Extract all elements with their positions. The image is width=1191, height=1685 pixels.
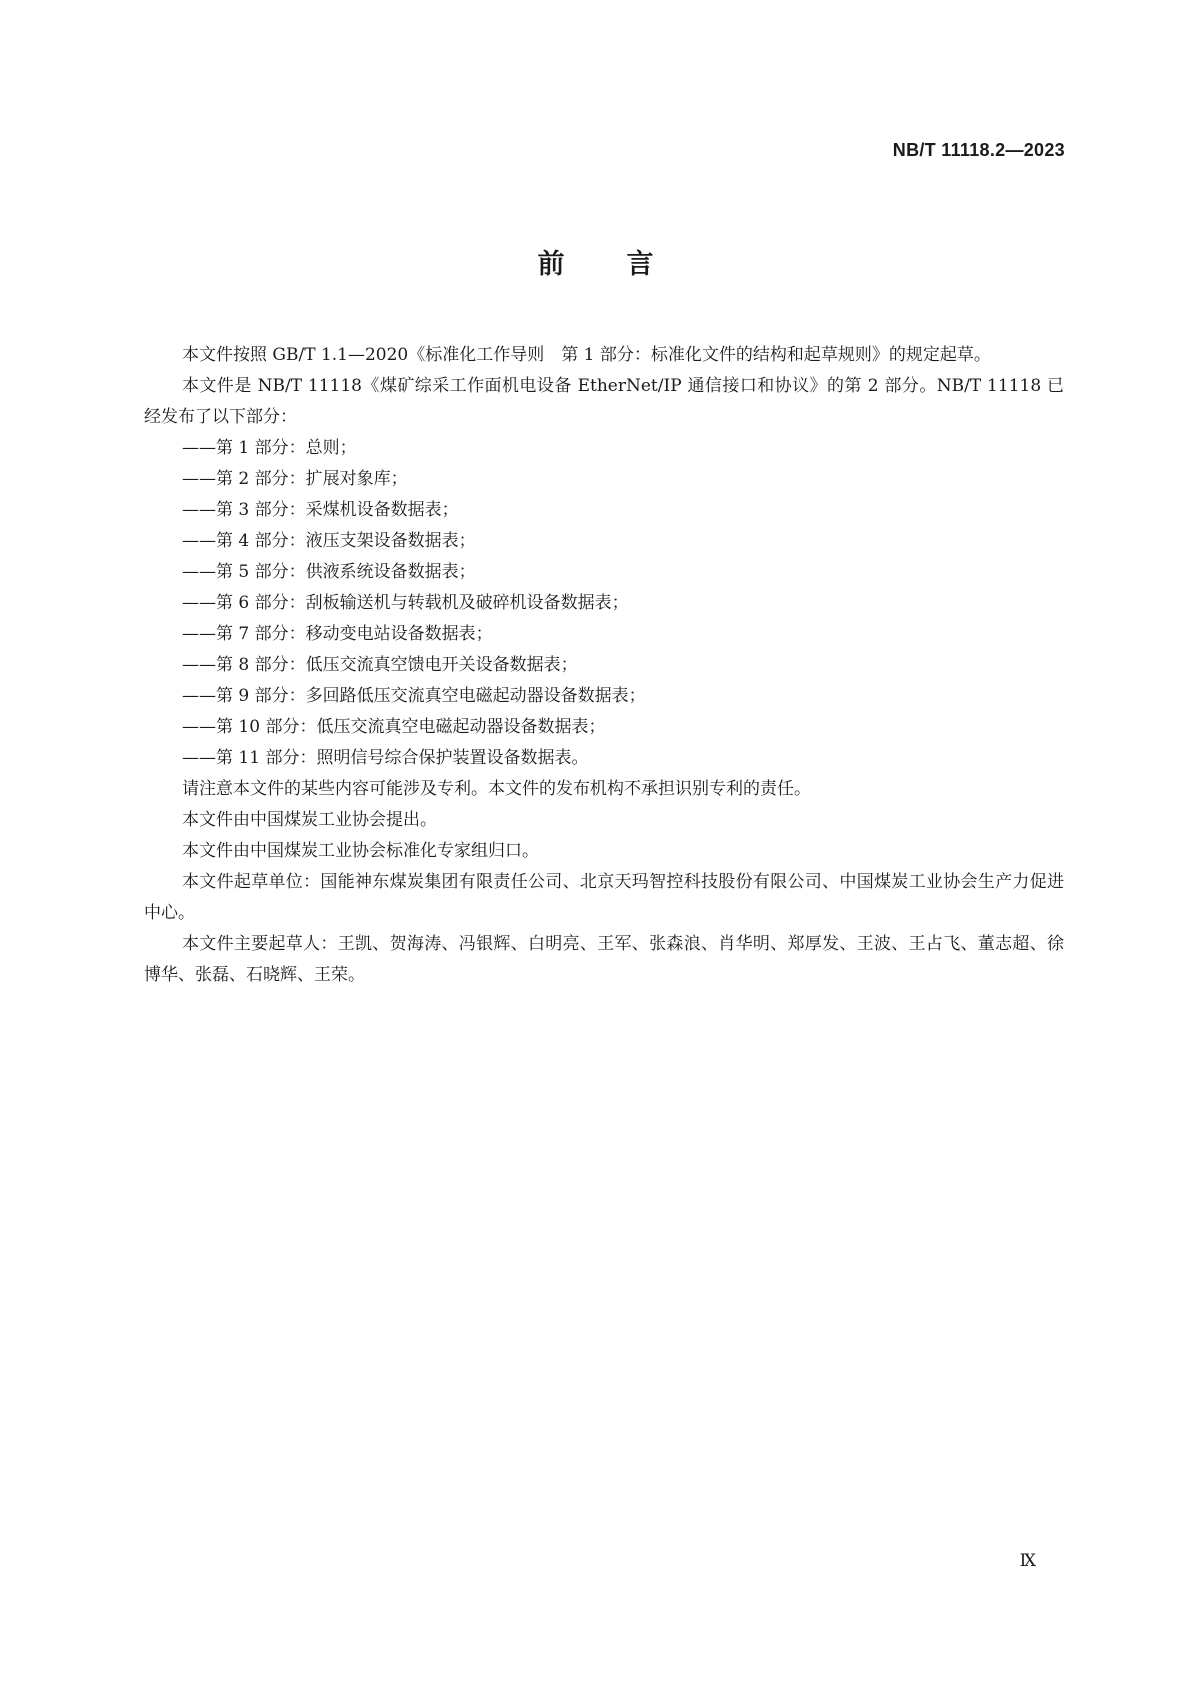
- list-item: ——第 4 部分：液压支架设备数据表；: [182, 531, 476, 551]
- list-item: ——第 8 部分：低压交流真空馈电开关设备数据表；: [182, 655, 578, 675]
- list-item: ——第 6 部分：刮板输送机与转载机及破碎机设备数据表；: [182, 593, 629, 613]
- standard-code: NB/T 11118.2—2023: [892, 140, 1065, 160]
- list-item: ——第 7 部分：移动变电站设备数据表；: [182, 624, 493, 644]
- list-item: ——第 11 部分：照明信号综合保护装置设备数据表。: [182, 748, 589, 768]
- list-item: ——第 5 部分：供液系统设备数据表；: [182, 562, 476, 582]
- page-number: Ⅸ: [1019, 1551, 1036, 1570]
- list-item: ——第 2 部分：扩展对象库；: [182, 469, 408, 489]
- paragraph-proposer: 本文件由中国煤炭工业协会提出。: [182, 810, 437, 830]
- list-item: ——第 3 部分：采煤机设备数据表；: [182, 500, 459, 520]
- foreword-body: [144, 340, 1064, 991]
- list-item: ——第 1 部分：总则；: [182, 438, 357, 458]
- paragraph-technical-committee: 本文件由中国煤炭工业协会标准化专家组归口。: [182, 841, 539, 861]
- paragraph-drafting-rules: 本文件按照 GB/T 1.1—2020《标准化工作导则 第 1 部分：标准化文件的结构和起草规则》的规定起草。: [182, 345, 991, 365]
- list-item: ——第 10 部分：低压交流真空电磁起动器设备数据表；: [182, 717, 606, 737]
- paragraph-series-intro: 本文件是 NB/T 11118《煤矿综采工作面机电设备 EtherNet/IP 通信接口和协议》的第 2 部分。NB/T 11118 已经发布了以下部分：: [144, 376, 1064, 427]
- parts-list: [144, 433, 1064, 774]
- paragraph-drafting-units: 本文件起草单位：国能神东煤炭集团有限责任公司、北京天玛智控科技股份有限公司、中国煤炭工业协会生产力促进中心。: [144, 872, 1064, 923]
- page-title: 前言: [537, 249, 716, 280]
- paragraph-patent-notice: 请注意本文件的某些内容可能涉及专利。本文件的发布机构不承担识别专利的责任。: [182, 779, 811, 799]
- list-item: ——第 9 部分：多回路低压交流真空电磁起动器设备数据表；: [182, 686, 646, 706]
- paragraph-drafters: 本文件主要起草人：王凯、贺海涛、冯银辉、白明亮、王军、张森浪、肖华明、郑厚发、王波、王占飞、董志超、徐博华、张磊、石晓辉、王荣。: [144, 934, 1064, 985]
